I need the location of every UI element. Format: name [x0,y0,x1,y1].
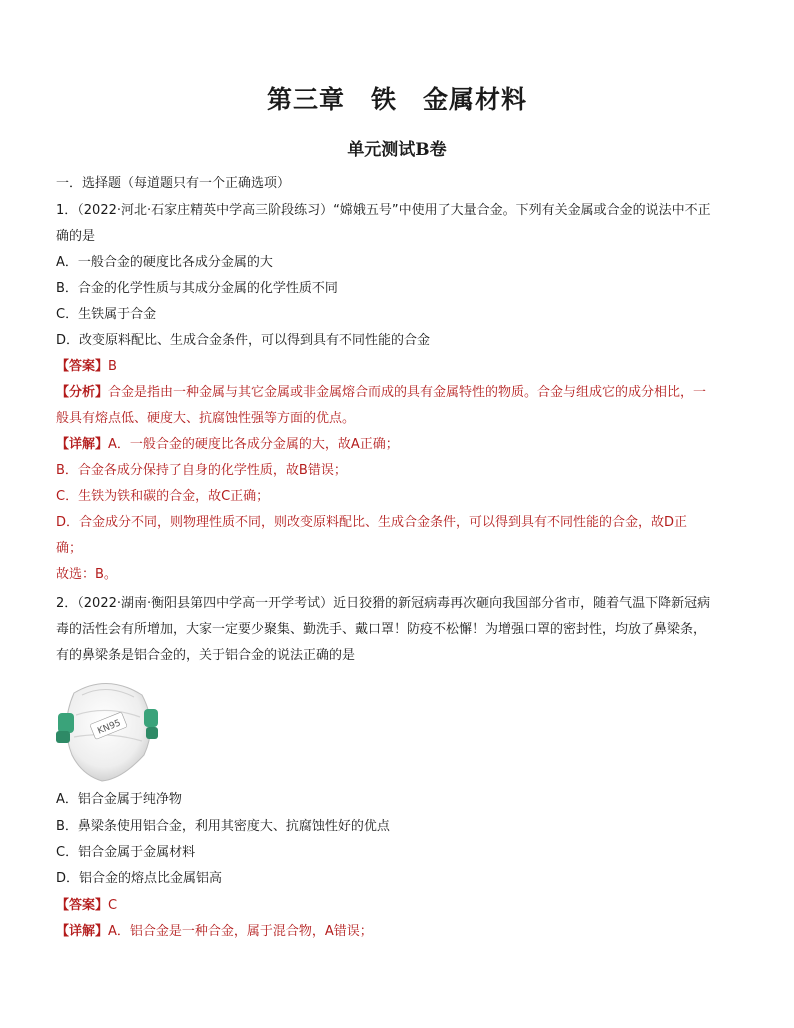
q2-option-d: D．铝合金的熔点比金属铝高 [56,871,223,886]
q1-detail-label: 【详解】 [56,437,109,452]
q2-answer-label: 【答案】 [56,898,109,913]
q1-analysis-label: 【分析】 [56,385,109,400]
q2-option-b: B．鼻梁条使用铝合金，利用其密度大、抗腐蚀性好的优点 [56,819,390,834]
q1-detail-line6: 故选：B。 [56,567,117,582]
q1-detail-line1 [56,436,399,454]
q1-analysis-line1 [56,384,706,402]
mask-label: KN95 [96,718,123,737]
q1-answer-value: B [108,359,117,374]
q1-option-a: A．一般合金的硬度比各成分金属的大 [56,255,273,270]
q2-option-a: A．铝合金属于纯净物 [56,792,182,807]
q2-stem-line2: 毒的活性会有所增加，大家一定要少聚集、勤洗手、戴口罩！防疫不松懈！为增强口罩的密封性，均放了鼻梁条， [56,622,707,637]
q1-option-d: D．改变原料配比、生成合金条件，可以得到具有不同性能的合金 [56,333,431,348]
q1-stem-line2: 确的是 [56,229,96,244]
q1-answer-label: 【答案】 [56,359,109,374]
q1-detail-text1: A．一般合金的硬度比各成分金属的大，故A正确； [108,437,399,452]
q1-analysis-line2: 般具有熔点低、硬度大、抗腐蚀性强等方面的优点。 [56,411,356,426]
q2-stem-line1: 2．（2022·湖南·衡阳县第四中学高一开学考试）近日狡猾的新冠病毒再次砸向我国部分省市，随着气温下降新冠病 [56,596,711,611]
q2-detail-label: 【详解】 [56,924,109,939]
q1-detail-line2: B．合金各成分保持了自身的化学性质，故B错误； [56,463,347,478]
q2-answer [56,897,117,915]
section-heading: 一．选择题（每道题只有一个正确选项） [56,176,291,191]
left-valve-icon [58,713,74,733]
q1-detail-line4: D．合金成分不同，则物理性质不同，则改变原料配比、生成合金条件，可以得到具有不同性能的合金，故D正 [56,515,688,530]
q2-answer-value: C [108,898,118,913]
q1-detail-line5: 确； [56,541,83,556]
q2-detail-line1 [56,923,373,941]
right-valve-icon [144,709,158,727]
q2-option-c: C．铝合金属于金属材料 [56,845,196,860]
q1-detail-line3: C．生铁为铁和碳的合金，故C正确； [56,489,270,504]
q1-analysis-text1: 合金是指由一种金属与其它金属或非金属熔合而成的具有金属特性的物质。合金与组成它的成分相比，一 [108,385,707,400]
q1-stem-line1: 1．（2022·河北·石家庄精英中学高三阶段练习）“嫦娥五号”中使用了大量合金。下列有关金属或合金的说法中不正 [56,203,711,218]
q1-option-c: C．生铁属于合金 [56,307,157,322]
q2-detail-text1: A．铝合金是一种合金，属于混合物，A错误； [108,924,373,939]
q2-stem-line3: 有的鼻梁条是铝合金的，关于铝合金的说法正确的是 [56,648,356,663]
q1-answer [56,358,117,376]
q1-option-b: B．合金的化学性质与其成分金属的化学性质不同 [56,281,338,296]
kn95-mask-image [52,675,162,783]
page-subtitle: 单元测试B卷 [347,140,447,160]
page-title: 第三章 铁 金属材料 [266,85,527,114]
